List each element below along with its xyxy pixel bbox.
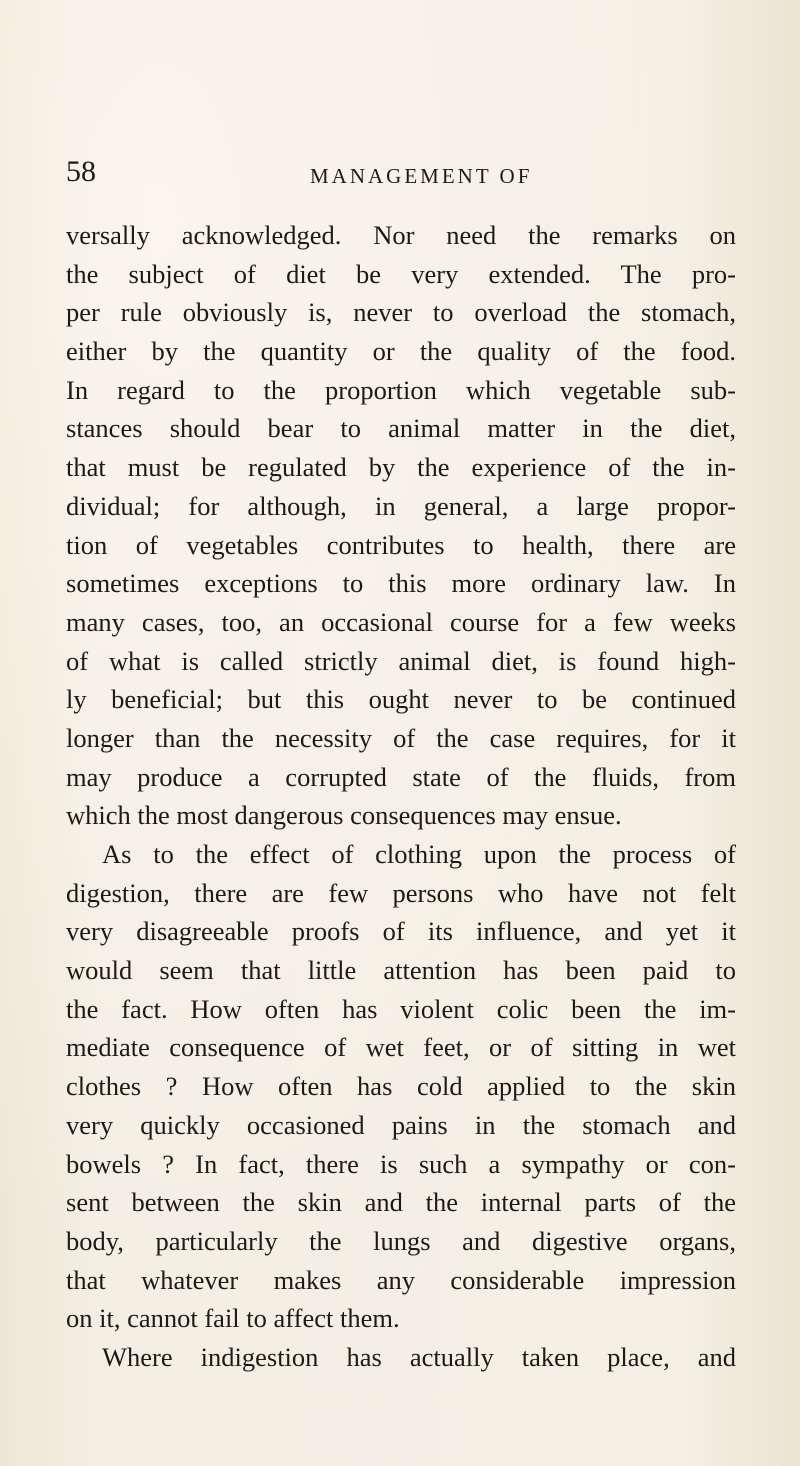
text-line: sometimes exceptions to this more ordinary law. In [66, 568, 736, 599]
text-line: that whatever makes any considerable impression [66, 1264, 736, 1295]
text-line: longer than the necessity of the case requires, for it [66, 722, 736, 753]
body-text [66, 216, 736, 1377]
text-line: would seem that little attention has been paid to [66, 955, 736, 986]
page-header [66, 155, 736, 195]
text-line: either by the quantity or the quality of the food. [66, 336, 736, 367]
text-line: of what is called strictly animal diet, is found high- [66, 645, 736, 676]
text-line: tion of vegetables contributes to health, there are [66, 529, 736, 560]
page-number: 58 [66, 155, 96, 188]
text-line: In regard to the proportion which vegetable sub- [66, 374, 736, 405]
text-line: ly beneficial; but this ought never to be continued [66, 684, 736, 715]
text-line: on it, cannot fail to affect them. [66, 1303, 400, 1334]
running-head: MANAGEMENT OF [310, 164, 533, 188]
text-line: mediate consequence of wet feet, or of sitting in wet [66, 1032, 736, 1063]
text-line: which the most dangerous consequences may ensue. [66, 800, 622, 831]
paragraph-start-line: Where indigestion has actually taken place, and [102, 1341, 736, 1372]
text-line: body, particularly the lungs and digestive organs, [66, 1225, 736, 1256]
text-line: very quickly occasioned pains in the stomach and [66, 1109, 736, 1140]
text-line: dividual; for although, in general, a large propor- [66, 490, 736, 521]
text-line: versally acknowledged. Nor need the remarks on [66, 220, 736, 250]
text-line: very disagreeable proofs of its influence, and yet it [66, 916, 736, 947]
text-line: the fact. How often has violent colic been the im- [66, 993, 736, 1024]
text-line: may produce a corrupted state of the fluids, from [66, 761, 736, 792]
text-line: clothes ? How often has cold applied to the skin [66, 1071, 736, 1102]
text-line: per rule obviously is, never to overload the stomach, [66, 297, 736, 328]
text-line: sent between the skin and the internal parts of the [66, 1187, 736, 1218]
text-line: bowels ? In fact, there is such a sympathy or con- [66, 1148, 736, 1179]
paragraph-start-line: As to the effect of clothing upon the process of [102, 839, 736, 869]
text-line: that must be regulated by the experience of the in- [66, 452, 736, 483]
text-line: stances should bear to animal matter in the diet, [66, 413, 736, 444]
text-line: the subject of diet be very extended. The pro- [66, 258, 736, 289]
text-line: digestion, there are few persons who have not felt [66, 877, 736, 908]
text-line: many cases, too, an occasional course for a few weeks [66, 606, 736, 637]
